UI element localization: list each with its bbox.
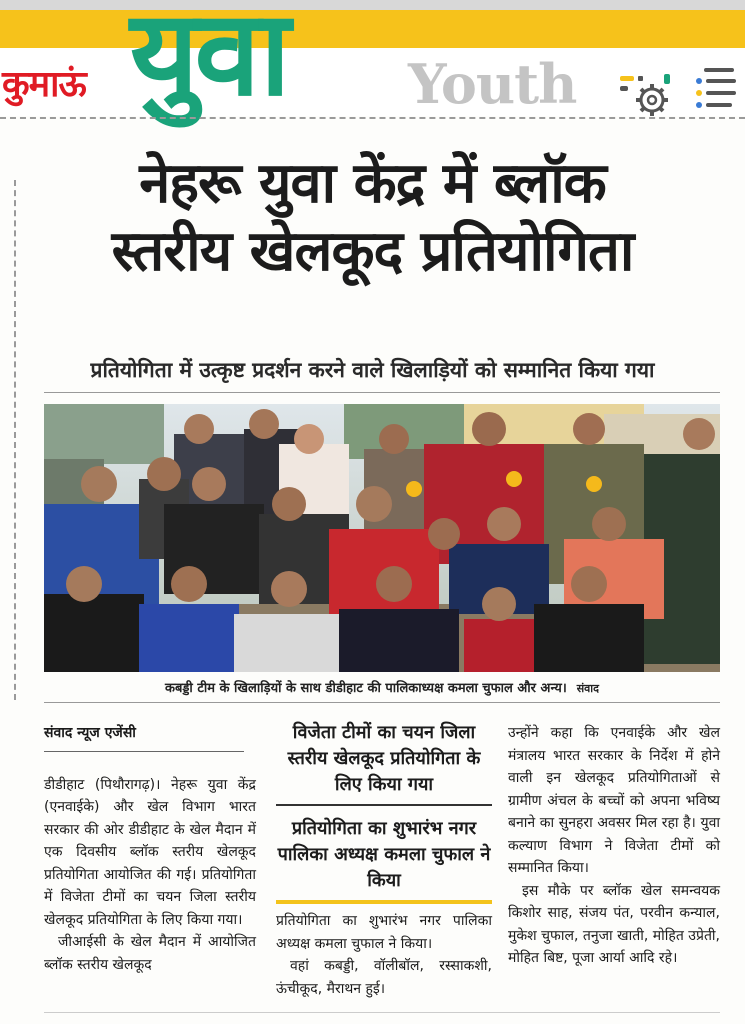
team-photo (44, 404, 720, 672)
subheadline: प्रतियोगिता में उत्कृष्ट प्रदर्शन करने वाले खिलाड़ियों को सम्मानित किया गया (90, 358, 655, 382)
article-paragraph: प्रतियोगिता का शुभारंभ नगर पालिका अध्यक्ष कमला चुफाल ने किया। (276, 913, 492, 952)
article-column-2 (276, 720, 492, 1000)
gear-icon (618, 70, 674, 118)
list-icon (694, 64, 742, 116)
headline-line-2: स्तरीय खेलकूद प्रतियोगिता (111, 219, 634, 285)
article-paragraph: इस मौके पर ब्लॉक खेल समन्वयक किशोर साह, संजय पंत, परवीन कन्याल, मुकेश चुफाल, तनुजा खाती, मोहित उप्रेती, मोहित बिष्ट, पूजा आर्या आदि रहे। (508, 882, 720, 966)
photo-caption (44, 678, 720, 696)
masthead-kumaon: कुमाऊं (2, 64, 86, 105)
masthead-band (0, 10, 745, 48)
subhead-divider (44, 392, 720, 393)
headline-line-1: नेहरू युवा केंद्र में ब्लॉक (139, 151, 606, 216)
byline: संवाद न्यूज एजेंसी (44, 725, 136, 741)
masthead-youth: Youth (408, 52, 577, 116)
masthead-yuva-logo: युवा (130, 0, 287, 122)
masthead-divider (0, 117, 745, 119)
article-paragraph: उन्होंने कहा कि एनवाईके और खेल मंत्रालय भारत सरकार के निर्देश में होने वाली इन खेलकूद प्रतियोगिताओं से ग्रामीण अंचल के बच्चों को अपना भविष्य बनाने का सुनहरा अवसर मिल रहा है। युवा कल्याण विभाग ने विजेता टीमों को सम्मानित किया। (508, 725, 720, 876)
article-column-1 (44, 722, 256, 976)
top-border (0, 0, 745, 10)
highlight-divider-yellow (276, 900, 492, 904)
bottom-divider (44, 1012, 720, 1013)
headline (20, 150, 725, 287)
photo-credit: संवाद (576, 682, 599, 695)
page-margin-rule (14, 180, 16, 700)
article-paragraph: वहां कबड्डी, वॉलीबॉल, रस्साकशी, ऊंचीकूद, मैराथन हुई। (276, 958, 492, 997)
highlight-divider (276, 804, 492, 806)
photo-caption-text: कबड्डी टीम के खिलाड़ियों के साथ डीडीहाट की पालिकाध्यक्ष कमला चुफाल और अन्य। (164, 681, 567, 696)
highlight-box-1: विजेता टीमों का चयन जिला स्तरीय खेलकूद प्रतियोगिता के लिए किया गया (287, 722, 481, 795)
highlight-box-2: प्रतियोगिता का शुभारंभ नगर पालिका अध्यक्ष कमला चुफाल ने किया (277, 818, 491, 891)
article-column-3 (508, 722, 720, 970)
byline-divider (44, 751, 244, 752)
article-paragraph: जीआईसी के खेल मैदान में आयोजित ब्लॉक स्तरीय खेलकूद (44, 934, 256, 973)
article-paragraph: डीडीहाट (पिथौरागढ़)। नेहरू युवा केंद्र (एनवाईके) और खेल विभाग भारत सरकार की ओर डीडीहाट के खेल मैदान में एक दिवसीय ब्लॉक स्तरीय खेलकूद प्रतियोगिता आयोजित की गई। प्रतियोगिता में विजेता टीमों का चयन जिला स्तरीय खेलकूद प्रतियोगिता के लिए किया गया। (44, 776, 256, 928)
caption-divider (44, 702, 720, 703)
